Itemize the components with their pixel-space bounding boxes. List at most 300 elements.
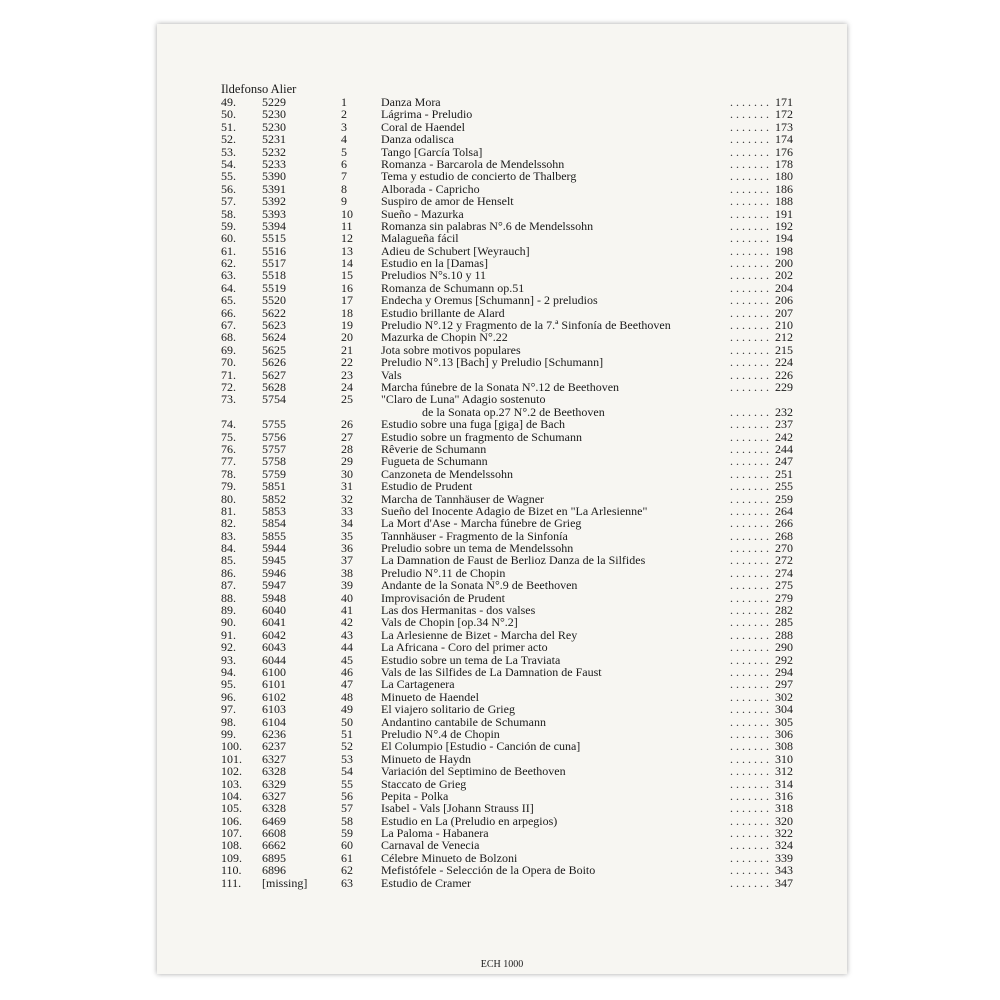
table-row [221,815,793,827]
piece-index: 30 [341,466,353,481]
leader-dots: . . . . . . . [730,678,769,691]
piece-index: 59 [341,826,353,841]
page-number: 322 [775,826,793,841]
piece-title: Improvisación de Prudent [381,590,505,605]
leader-dots: . . . . . . . [730,789,769,803]
piece-index: 18 [341,305,353,320]
piece-title: Las dos Hermanitas - dos valses [381,603,536,618]
leader-dots: . . . . . . . [730,96,769,109]
page-number: 279 [775,590,793,605]
entry-number: 73. [221,392,236,407]
table-row [221,554,793,566]
entry-number: 92. [221,640,236,655]
plate-number: 6895 [262,850,286,865]
leader-dots: . . . . . . . [730,616,769,629]
plate-number: 5854 [262,516,286,531]
piece-title: Rêverie de Schumann [381,441,487,456]
entry-number: 80. [221,491,236,506]
page-number: 320 [775,813,793,828]
leader-dots: . . . . . . . [730,157,769,171]
table-row [221,579,793,591]
plate-number: 6236 [262,726,286,741]
page-number: 244 [775,441,793,456]
piece-title: Mazurka de Chopin N°.22 [381,330,508,345]
piece-title: Estudio en la [Damas] [381,256,488,271]
leader-dots: . . . . . . . [730,554,769,567]
piece-title: La Mort d'Ase - Marcha fúnebre de Grieg [381,516,582,531]
page-number: 194 [775,231,793,246]
leader-dots: . . . . . . . [730,492,769,505]
piece-index: 63 [341,875,353,890]
plate-number: 5851 [262,479,286,494]
piece-title: Estudio brillante de Alard [381,305,505,320]
piece-title: Isabel - Vals [Johann Strauss II] [381,801,534,816]
piece-title: Sueño del Inocente Adagio de Bizet en "La Arlesienne" [381,503,648,518]
piece-index: 12 [341,231,353,246]
page-number: 224 [775,355,793,370]
plate-number: 6327 [262,788,286,803]
leader-dots: . . . . . . . [730,715,769,728]
entry-number: 75. [221,429,236,444]
page-number: 312 [775,764,793,779]
piece-title: Lágrima - Preludio [381,107,473,122]
plate-number: 6329 [262,776,286,791]
piece-title: Suspiro de amor de Henselt [381,194,514,209]
entry-number: 64. [221,280,236,295]
leader-dots: . . . . . . . [730,727,769,741]
piece-title: Andante de la Sonata N°.9 de Beethoven [381,578,578,593]
leader-dots: . . . . . . . [730,529,769,543]
plate-number: 5393 [262,206,286,221]
table-row [221,703,793,715]
entry-number: 83. [221,528,236,543]
page-number: 275 [775,578,793,593]
entry-number: 81. [221,503,236,518]
plate-number: 6104 [262,714,286,729]
piece-title: Preludio N°.12 y Fragmento de la 7.ª Sinfonía de Beethoven [381,318,671,333]
entry-number: 98. [221,714,236,729]
plate-number: 6103 [262,702,286,717]
plate-number: 5759 [262,466,286,481]
piece-index: 39 [341,578,353,593]
piece-title: Staccato de Grieg [381,776,467,791]
entry-number: 55. [221,169,236,184]
leader-dots: . . . . . . . [730,579,769,592]
plate-number: 5944 [262,541,286,556]
entry-number: 61. [221,243,236,258]
table-row [221,356,793,368]
leader-dots: . . . . . . . [730,182,769,196]
leader-dots: . . . . . . . [730,690,769,704]
piece-index: 49 [341,702,353,717]
plate-number: 5232 [262,144,286,159]
piece-title: Mefistófele - Selección de la Opera de Boito [381,863,596,878]
plate-number: 5756 [262,429,286,444]
table-row [221,245,793,257]
piece-index: 53 [341,751,353,766]
page-number: 188 [775,194,793,209]
piece-title: Estudio sobre un tema de La Traviata [381,652,561,667]
piece-title: Estudio de Cramer [381,875,471,890]
piece-index: 31 [341,479,353,494]
entry-number: 104. [221,788,242,803]
plate-number: 5758 [262,454,286,469]
entry-number: 53. [221,144,236,159]
table-row [221,480,793,492]
piece-index: 62 [341,863,353,878]
table-row [221,455,793,467]
leader-dots: . . . . . . . [730,517,769,530]
entry-number: 101. [221,751,242,766]
page-number: 237 [775,417,793,432]
leader-dots: . . . . . . . [730,380,769,394]
page-number: 171 [775,95,793,109]
leader-dots: . . . . . . . [730,319,769,332]
plate-number: 5757 [262,441,286,456]
entry-number: 49. [221,95,236,109]
piece-title: Tango [García Tolsa] [381,144,483,159]
piece-index: 25 [341,392,353,407]
page-number: 302 [775,689,793,704]
piece-index: 47 [341,677,353,692]
piece-title: Vals [381,367,402,382]
piece-title: Andantino cantabile de Schumann [381,714,546,729]
entry-number: 93. [221,652,236,667]
plate-number: 6328 [262,801,286,816]
leader-dots: . . . . . . . [730,405,769,419]
leader-dots: . . . . . . . [730,851,769,865]
piece-title: Romanza de Schumann op.51 [381,280,525,295]
entry-number: 77. [221,454,236,469]
table-row [221,616,793,628]
table-row [221,740,793,752]
page-number: 206 [775,293,793,308]
page-number: 305 [775,714,793,729]
piece-index: 33 [341,503,353,518]
page-number: 292 [775,652,793,667]
document-page [157,24,847,974]
entry-number: 109. [221,850,242,865]
piece-index: 36 [341,541,353,556]
leader-dots: . . . . . . . [730,133,769,146]
piece-title: Estudio sobre una fuga [giga] de Bach [381,417,565,432]
page-footer: ECH 1000 [480,959,524,970]
piece-index: 7 [341,169,347,184]
entry-number: 108. [221,838,242,853]
piece-title: Marcha fúnebre de la Sonata N°.12 de Beethoven [381,379,620,394]
entry-number: 111. [221,875,242,890]
entry-number: 60. [221,231,236,246]
plate-number: 6044 [262,652,286,667]
table-row [221,877,793,889]
leader-dots: . . . . . . . [730,566,769,580]
piece-index: 16 [341,280,353,295]
entry-number: 85. [221,553,236,568]
piece-index: 32 [341,491,353,506]
plate-number: 5627 [262,367,286,382]
piece-index: 43 [341,627,353,642]
piece-title: El viajero solitario de Grieg [381,702,515,717]
piece-index: 29 [341,454,353,469]
plate-number: 6328 [262,764,286,779]
plate-number: 5754 [262,392,286,407]
piece-index: 9 [341,194,347,209]
page-number: 266 [775,516,793,531]
piece-index: 44 [341,640,353,655]
plate-number: [missing] [262,875,308,890]
leader-dots: . . . . . . . [730,306,769,320]
entry-number: 105. [221,801,242,816]
table-row [221,108,793,120]
plate-number: 6100 [262,664,286,679]
leader-dots: . . . . . . . [730,467,769,481]
plate-number: 5947 [262,578,286,593]
table-row [221,393,793,418]
table-row [221,431,793,443]
piece-index: 6 [341,156,347,171]
table-row [221,641,793,653]
table-row [221,418,793,430]
page-number: 178 [775,156,793,171]
page-number: 186 [775,181,793,196]
piece-index: 51 [341,726,353,741]
entry-number: 100. [221,739,242,754]
page-number: 274 [775,565,793,580]
piece-index: 34 [341,516,353,531]
piece-index: 35 [341,528,353,543]
leader-dots: . . . . . . . [730,802,769,815]
piece-title: La Arlesienne de Bizet - Marcha del Rey [381,627,578,642]
table-row [221,331,793,343]
page-number: 306 [775,726,793,741]
page-number: 198 [775,243,793,258]
page-number: 290 [775,640,793,655]
plate-number: 5855 [262,528,286,543]
piece-title: Endecha y Oremus [Schumann] - 2 preludios [381,293,598,308]
plate-number: 6896 [262,863,286,878]
plate-number: 5390 [262,169,286,184]
page-number: 282 [775,603,793,618]
page-number: 210 [775,318,793,333]
piece-index: 56 [341,788,353,803]
leader-dots: . . . . . . . [730,765,769,778]
page-number: 316 [775,788,793,803]
leader-dots: . . . . . . . [730,653,769,666]
page-number: 247 [775,454,793,469]
piece-title: Malagueña fácil [381,231,459,246]
entry-number: 72. [221,379,236,394]
piece-title: Vals de Chopin [op.34 N°.2] [381,615,518,630]
leader-dots: . . . . . . . [730,281,769,295]
page-number: 310 [775,751,793,766]
table-row [221,827,793,839]
page-number: 264 [775,503,793,518]
leader-dots: . . . . . . . [730,368,769,381]
page-number: 215 [775,342,793,357]
piece-index: 8 [341,181,347,196]
page-number: 304 [775,702,793,717]
entry-number: 99. [221,726,236,741]
plate-number: 5755 [262,417,286,432]
entry-number: 89. [221,603,236,618]
plate-number: 6662 [262,838,286,853]
contents-list [221,96,793,889]
entry-number: 57. [221,194,236,209]
page-number: 343 [775,863,793,878]
leader-dots: . . . . . . . [730,876,769,890]
leader-dots: . . . . . . . [730,294,769,307]
entry-number: 59. [221,218,236,233]
page-number: 294 [775,664,793,679]
entry-number: 102. [221,764,242,779]
plate-number: 5625 [262,342,286,357]
entry-number: 94. [221,664,236,679]
plate-number: 5517 [262,256,286,271]
entry-number: 62. [221,256,236,271]
piece-index: 13 [341,243,353,258]
plate-number: 6102 [262,689,286,704]
plate-number: 5229 [262,95,286,109]
plate-number: 6043 [262,640,286,655]
page-number: 176 [775,144,793,159]
table-row [221,802,793,814]
piece-title: Célebre Minueto de Bolzoni [381,850,518,865]
piece-title: Marcha de Tannhäuser de Wagner [381,491,545,506]
piece-title: La Damnation de Faust de Berlioz Danza de la Silfides [381,553,646,568]
entry-number: 68. [221,330,236,345]
plate-number: 5852 [262,491,286,506]
leader-dots: . . . . . . . [730,864,769,877]
piece-index: 1 [341,95,347,109]
leader-dots: . . . . . . . [730,777,769,790]
entry-number: 56. [221,181,236,196]
piece-title: Carnaval de Venecia [381,838,480,853]
leader-dots: . . . . . . . [730,120,769,134]
plate-number: 6042 [262,627,286,642]
piece-index: 48 [341,689,353,704]
piece-index: 10 [341,206,353,221]
leader-dots: . . . . . . . [730,269,769,282]
table-row [221,765,793,777]
table-row [221,121,793,133]
plate-number: 5628 [262,379,286,394]
table-row [221,517,793,529]
piece-index: 23 [341,367,353,382]
entry-number: 58. [221,206,236,221]
page-number: 347 [775,875,793,890]
entry-number: 103. [221,776,242,791]
leader-dots: . . . . . . . [730,356,769,369]
piece-index: 55 [341,776,353,791]
page-number: 180 [775,169,793,184]
piece-index: 46 [341,664,353,679]
entry-number: 95. [221,677,236,692]
table-row [221,468,793,480]
piece-index: 5 [341,144,347,159]
piece-index: 14 [341,256,353,271]
table-row [221,716,793,728]
table-row [221,864,793,876]
leader-dots: . . . . . . . [730,257,769,270]
piece-title: Preludio N°.4 de Chopin [381,726,500,741]
piece-title: Romanza - Barcarola de Mendelssohn [381,156,565,171]
plate-number: 5623 [262,318,286,333]
leader-dots: . . . . . . . [730,628,769,642]
entry-number: 82. [221,516,236,531]
entry-number: 79. [221,479,236,494]
piece-title: Preludio sobre un tema de Mendelssohn [381,541,574,556]
leader-dots: . . . . . . . [730,604,769,617]
piece-index: 57 [341,801,353,816]
piece-title: Danza odalisca [381,132,454,147]
page-number: 270 [775,541,793,556]
page-number: 268 [775,528,793,543]
leader-dots: . . . . . . . [730,740,769,753]
piece-index: 52 [341,739,353,754]
leader-dots: . . . . . . . [730,591,769,605]
page-number: 204 [775,280,793,295]
entry-number: 78. [221,466,236,481]
piece-index: 2 [341,107,347,122]
page-number: 339 [775,850,793,865]
plate-number: 5230 [262,107,286,122]
page-number: 212 [775,330,793,345]
leader-dots: . . . . . . . [730,814,769,828]
piece-title: Variación del Septimino de Beethoven [381,764,566,779]
piece-title: Romanza sin palabras N°.6 de Mendelssohn [381,218,594,233]
table-row [221,232,793,244]
page-number: 242 [775,429,793,444]
plate-number: 5516 [262,243,286,258]
entry-number: 84. [221,541,236,556]
leader-dots: . . . . . . . [730,542,769,555]
leader-dots: . . . . . . . [730,430,769,443]
page-number: 174 [775,132,793,147]
plate-number: 5515 [262,231,286,246]
table-row [221,778,793,790]
leader-dots: . . . . . . . [730,827,769,840]
entry-number: 63. [221,268,236,283]
page-number: 314 [775,776,793,791]
piece-index: 28 [341,441,353,456]
piece-index: 42 [341,615,353,630]
table-row [221,269,793,281]
piece-index: 4 [341,132,347,147]
entry-number: 66. [221,305,236,320]
piece-title: Vals de las Silfides de La Damnation de Faust [381,664,602,679]
piece-title: Pepita - Polka [381,788,449,803]
entry-number: 69. [221,342,236,357]
plate-number: 5946 [262,565,286,580]
piece-index: 20 [341,330,353,345]
author-name: Ildefonso Alier [221,82,297,96]
leader-dots: . . . . . . . [730,442,769,456]
entry-number: 110. [221,863,242,878]
piece-index: 45 [341,652,353,667]
leader-dots: . . . . . . . [730,752,769,766]
leader-dots: . . . . . . . [730,839,769,852]
plate-number: 5519 [262,280,286,295]
plate-number: 6041 [262,615,286,630]
table-row [221,195,793,207]
page-number: 232 [775,404,793,419]
table-row [221,443,793,455]
page-number: 192 [775,218,793,233]
entry-number: 107. [221,826,242,841]
piece-index: 22 [341,355,353,370]
entry-number: 76. [221,441,236,456]
page-number: 255 [775,479,793,494]
